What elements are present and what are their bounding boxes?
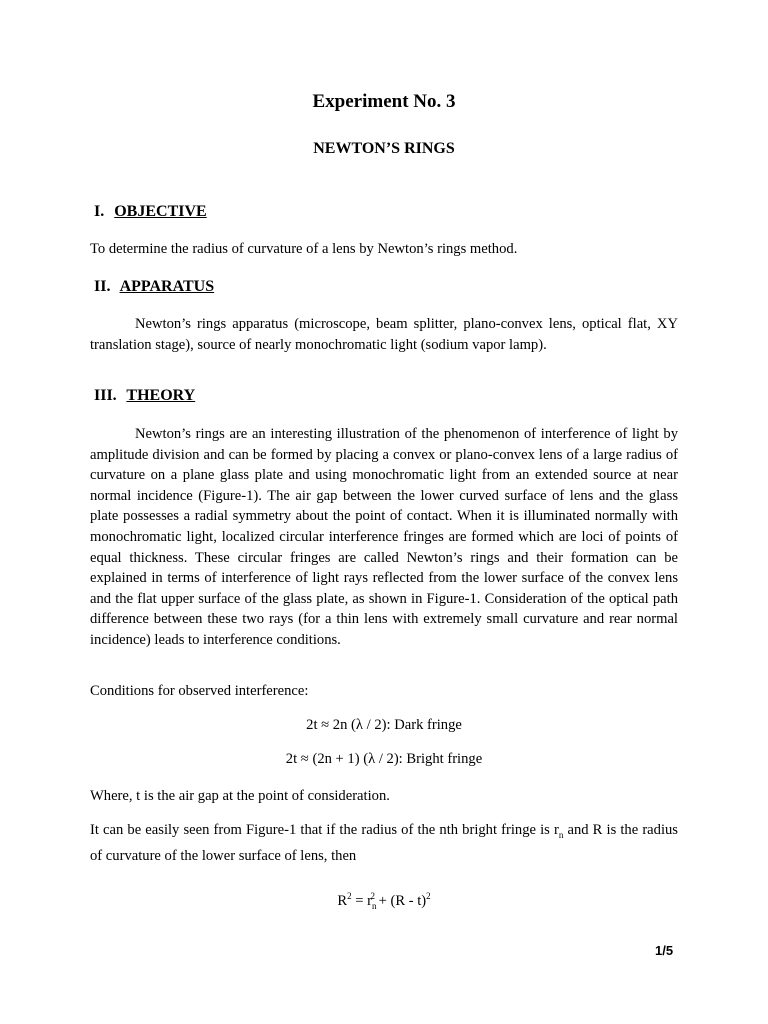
equation-dark-fringe: 2t ≈ 2n (λ / 2): Dark fringe bbox=[306, 717, 462, 733]
eq-sup: 2 bbox=[426, 891, 431, 901]
section-number: III. bbox=[94, 387, 117, 404]
eq-part: + (R - t) bbox=[374, 892, 427, 909]
theory-text: Newton’s rings are an interesting illustration of the phenomenon of interference of light by amplitude division and can be formed by placing a convex or plano-convex lens of a large radius of curvature on a plane glass plate and using monochromatic light from an extended source at near normal incidence (Figure-1). The air gap between the lower curved surface of lens and the glass plate possesses a radial symmetry about the point of contact. When it is illuminated normally with monochromatic light, localized circular interference fringes are formed which are loci of points of equal thickness. These circular fringes are called Newton’s rings and their formation can be explained in terms of interference of light rays reflected from the lower surface of the convex lens and the flat upper surface of the glass plate, as shown in Figure-1. Consideration of the optical path difference between these two rays (for a thin lens with extremely small curvature and rear normal incidence) leads to interference conditions. bbox=[90, 426, 678, 648]
radius-text-end: and R is the radius of curvature of the lower surface of lens, then bbox=[90, 822, 678, 864]
section-title: APPARATUS bbox=[119, 278, 215, 295]
equation-radius bbox=[0, 891, 768, 911]
section-heading-theory bbox=[94, 387, 195, 405]
eq-R: R bbox=[337, 892, 348, 909]
objective-text: To determine the radius of curvature of a lens by Newton’s rings method. bbox=[90, 241, 518, 257]
eq-part: = r bbox=[351, 892, 372, 909]
radius-subscript: n bbox=[558, 829, 564, 840]
eq-sub: n bbox=[371, 900, 377, 911]
eq-sup: 2 bbox=[370, 891, 375, 901]
section-heading-apparatus bbox=[94, 278, 214, 296]
experiment-title: Experiment No. 3 bbox=[312, 91, 456, 112]
eq-sup: 2 bbox=[347, 891, 352, 901]
radius-paragraph bbox=[90, 820, 678, 866]
section-number: I. bbox=[94, 203, 105, 220]
section-title: OBJECTIVE bbox=[114, 203, 207, 220]
experiment-subtitle: NEWTON’S RINGS bbox=[313, 140, 455, 157]
page-number: 1/5 bbox=[655, 943, 674, 958]
section-number: II. bbox=[94, 278, 111, 295]
section-title: THEORY bbox=[126, 387, 196, 404]
apparatus-text: Newton’s rings apparatus (microscope, beam splitter, plano-convex lens, optical flat, XY translation stage), source of nearly monochromatic light (sodium vapor lamp). bbox=[90, 316, 678, 353]
equation-bright-fringe: 2t ≈ (2n + 1) (λ / 2): Bright fringe bbox=[285, 751, 483, 767]
where-text: Where, t is the air gap at the point of consideration. bbox=[90, 788, 390, 804]
radius-text-start: It can be easily seen from Figure-1 that if the radius of the nth bright fringe is r bbox=[90, 822, 559, 838]
section-heading-objective bbox=[94, 203, 207, 221]
conditions-label: Conditions for observed interference: bbox=[90, 683, 309, 699]
